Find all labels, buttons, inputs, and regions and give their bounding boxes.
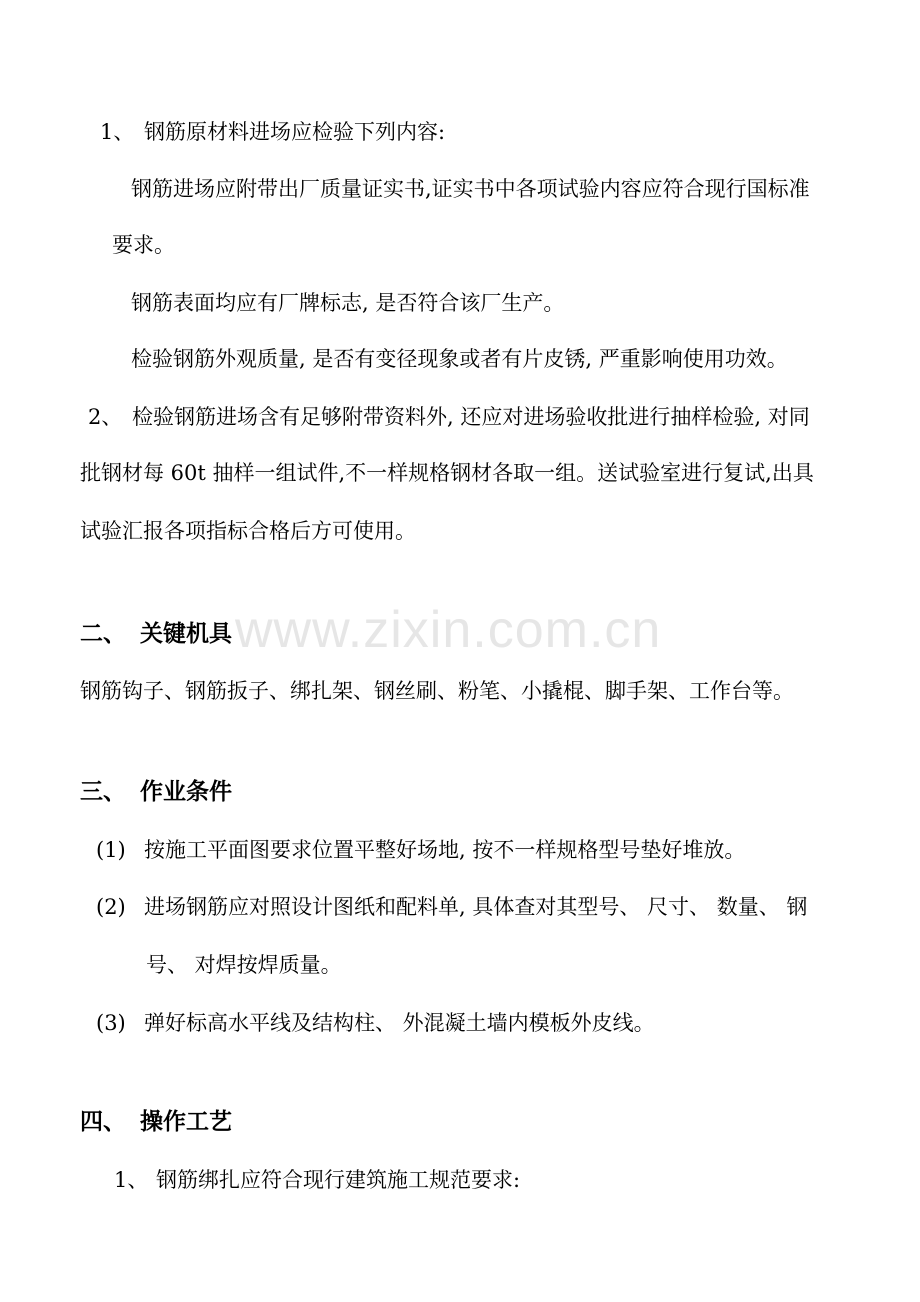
item-2 <box>88 403 810 431</box>
heading-title: 操作工艺 <box>140 1109 232 1135</box>
item-number: 1、 <box>100 120 135 144</box>
condition-2 <box>96 893 807 921</box>
watermark: www.zixin.com.cn <box>235 601 662 659</box>
condition-number: (3) <box>96 1011 126 1035</box>
condition-text: 按施工平面图要求位置平整好场地, 按不一样规格型号垫好堆放。 <box>144 838 746 862</box>
heading-number: 二、 <box>80 621 126 647</box>
item-text: 检验钢筋进场含有足够附带资料外, 还应对进场验收批进行抽样检验, 对同 <box>132 405 810 429</box>
condition-3 <box>96 1009 655 1037</box>
condition-text: 进场钢筋应对照设计图纸和配料单, 具体查对其型号、 尺寸、 数量、 钢 <box>144 895 808 919</box>
paragraph-line: 试验汇报各项指标合格后方可使用。 <box>80 519 416 543</box>
heading-number: 三、 <box>80 779 126 805</box>
heading-number: 四、 <box>80 1109 126 1135</box>
paragraph: 钢筋钩子、钢筋扳子、绑扎架、钢丝刷、粉笔、小撬棍、脚手架、工作台等。 <box>80 679 794 703</box>
paragraph-line: 钢筋进场应附带出厂质量证实书,证实书中各项试验内容应符合现行国标准 <box>131 177 810 201</box>
paragraph-line: 批钢材每 60t 抽样一组试件,不一样规格钢材各取一组。送试验室进行复试,出具 <box>80 461 814 485</box>
paragraph: 钢筋表面均应有厂牌标志, 是否符合该厂生产。 <box>131 291 565 315</box>
section-heading <box>80 620 232 648</box>
section-heading <box>80 1108 232 1136</box>
heading-title: 关键机具 <box>140 621 232 647</box>
item-text: 钢筋原材料进场应检验下列内容: <box>144 120 446 144</box>
paragraph: 检验钢筋外观质量, 是否有变径现象或者有片皮锈, 严重影响使用功效。 <box>131 347 788 371</box>
condition-number: (2) <box>96 895 126 919</box>
item-number: 2、 <box>88 405 123 429</box>
item-1 <box>114 1166 520 1194</box>
condition-1 <box>96 836 745 864</box>
section-heading <box>80 778 232 806</box>
paragraph-line: 要求。 <box>112 233 175 257</box>
item-text: 钢筋绑扎应符合现行建筑施工规范要求: <box>156 1168 521 1192</box>
heading-title: 作业条件 <box>140 779 232 805</box>
condition-number: (1) <box>96 838 126 862</box>
item-1 <box>100 118 445 146</box>
condition-text: 弹好标高水平线及结构柱、 外混凝土墙内模板外皮线。 <box>144 1011 655 1035</box>
paragraph-line: 号、 对焊按焊质量。 <box>146 953 342 977</box>
item-number: 1、 <box>114 1168 149 1192</box>
